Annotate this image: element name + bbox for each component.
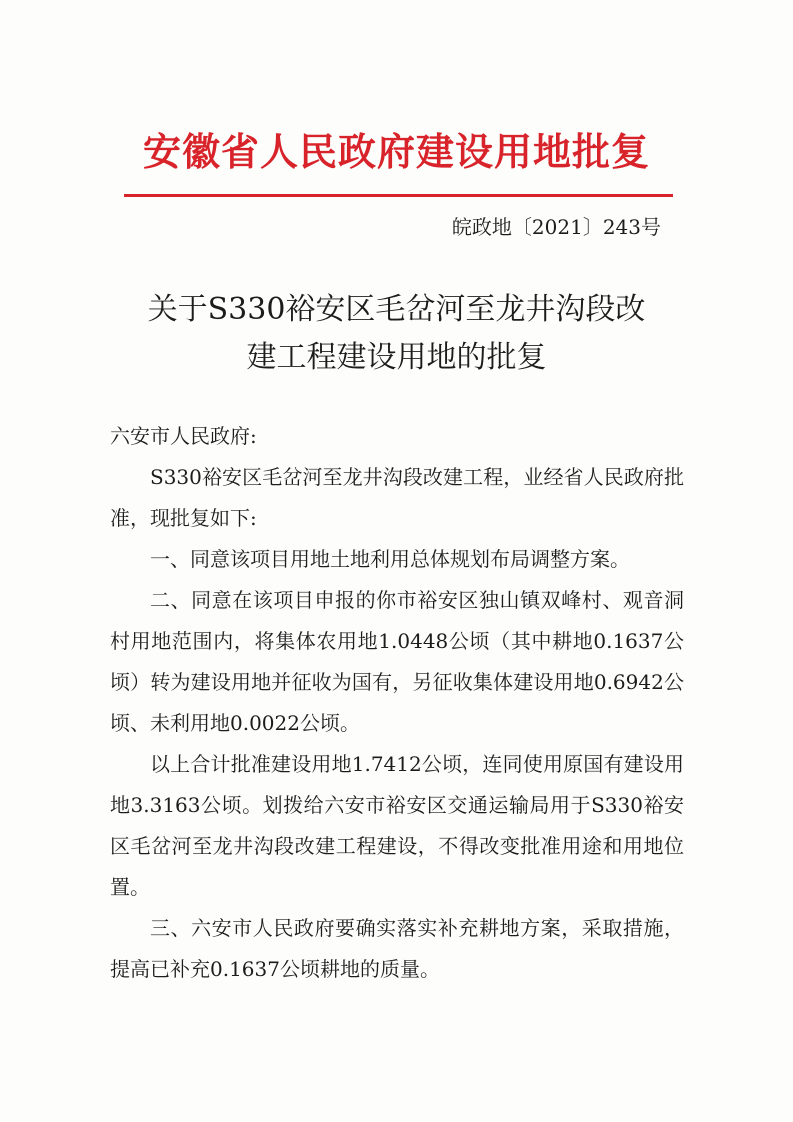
- document-title: [100, 286, 693, 382]
- paragraph-item-3: 三、六安市人民政府要确实落实补充耕地方案，采取措施，提高已补充0.1637公顷耕地的质量。: [110, 916, 684, 981]
- document-number: 皖政地〔2021〕243号: [451, 215, 661, 239]
- paragraph-intro: S330裕安区毛岔河至龙井沟段改建工程，业经省人民政府批准，现批复如下:: [110, 465, 684, 530]
- red-divider-line: [124, 194, 673, 197]
- document-body: [110, 416, 684, 990]
- document-header-title: 安徽省人民政府建设用地批复: [142, 129, 650, 174]
- document-title-line-1: 关于S330裕安区毛岔河至龙井沟段改: [147, 292, 646, 327]
- paragraph-item-1: 一、同意该项目用地土地利用总体规划布局调整方案。: [150, 547, 630, 571]
- document-title-line-2: 建工程建设用地的批复: [246, 340, 547, 375]
- paragraph-total: 以上合计批准建设用地1.7412公顷，连同使用原国有建设用地3.3163公顷。划拨给六安市裕安区交通运输局用于S330裕安区毛岔河至龙井沟段改建工程建设，不得改变批准用途和用地位置。: [110, 752, 684, 899]
- salutation: 六安市人民政府:: [110, 424, 257, 448]
- paragraph-item-2: 二、同意在该项目申报的你市裕安区独山镇双峰村、观音洞村用地范围内，将集体农用地1.0448公顷（其中耕地0.1637公顷）转为建设用地并征收为国有，另征收集体建设用地0.6942公顷、未利用地0.0022公顷。: [110, 588, 684, 735]
